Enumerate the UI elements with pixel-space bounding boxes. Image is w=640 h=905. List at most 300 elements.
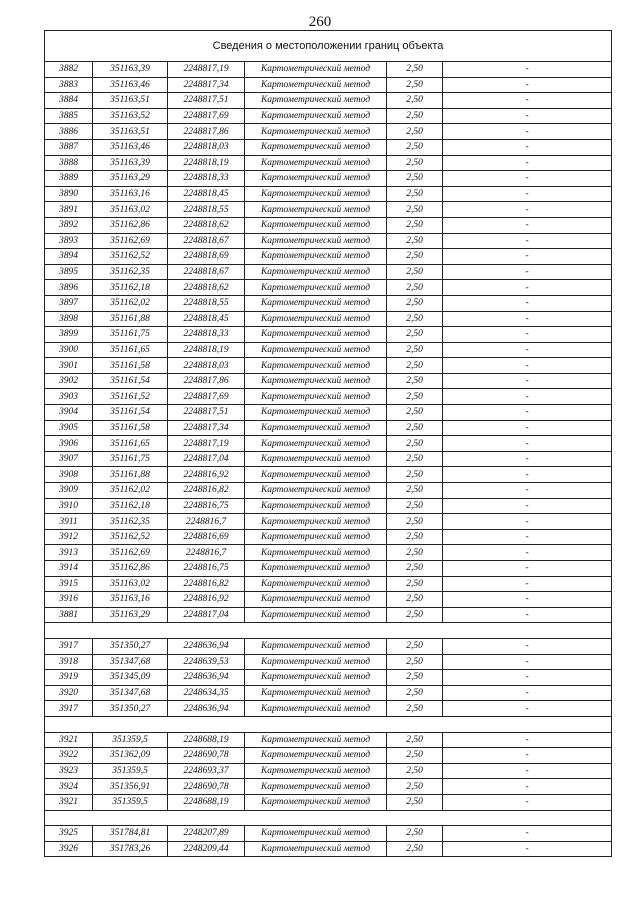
accuracy-cell: 2,50 xyxy=(387,139,443,155)
table-row xyxy=(45,62,612,78)
accuracy-cell: 2,50 xyxy=(387,576,443,592)
y-coordinate-cell: 2248816,92 xyxy=(168,467,245,483)
y-coordinate-cell: 2248818,67 xyxy=(168,233,245,249)
table-row xyxy=(45,732,612,748)
description-cell: - xyxy=(443,124,612,140)
table-row xyxy=(45,498,612,514)
point-number-cell: 3885 xyxy=(45,108,93,124)
x-coordinate-cell: 351161,58 xyxy=(93,358,168,374)
x-coordinate-cell: 351347,68 xyxy=(93,654,168,670)
y-coordinate-cell: 2248818,45 xyxy=(168,311,245,327)
x-coordinate-cell: 351350,27 xyxy=(93,638,168,654)
description-cell: - xyxy=(443,763,612,779)
y-coordinate-cell: 2248636,94 xyxy=(168,670,245,686)
point-number-cell: 3905 xyxy=(45,420,93,436)
point-number-cell: 3923 xyxy=(45,763,93,779)
accuracy-cell: 2,50 xyxy=(387,436,443,452)
accuracy-cell: 2,50 xyxy=(387,841,443,857)
method-cell: Картометрический метод xyxy=(245,420,387,436)
description-cell: - xyxy=(443,545,612,561)
point-number-cell: 3883 xyxy=(45,77,93,93)
method-cell: Картометрический метод xyxy=(245,139,387,155)
method-cell: Картометрический метод xyxy=(245,451,387,467)
x-coordinate-cell: 351163,02 xyxy=(93,576,168,592)
description-cell: - xyxy=(443,670,612,686)
method-cell: Картометрический метод xyxy=(245,467,387,483)
y-coordinate-cell: 2248817,34 xyxy=(168,420,245,436)
x-coordinate-cell: 351162,18 xyxy=(93,498,168,514)
accuracy-cell: 2,50 xyxy=(387,124,443,140)
description-cell: - xyxy=(443,327,612,343)
point-number-cell: 3920 xyxy=(45,685,93,701)
x-coordinate-cell: 351163,39 xyxy=(93,155,168,171)
y-coordinate-cell: 2248818,55 xyxy=(168,295,245,311)
y-coordinate-cell: 2248636,94 xyxy=(168,701,245,717)
accuracy-cell: 2,50 xyxy=(387,405,443,421)
y-coordinate-cell: 2248636,94 xyxy=(168,638,245,654)
point-number-cell: 3886 xyxy=(45,124,93,140)
description-cell: - xyxy=(443,186,612,202)
table-row xyxy=(45,483,612,499)
point-number-cell: 3895 xyxy=(45,264,93,280)
x-coordinate-cell: 351162,52 xyxy=(93,529,168,545)
point-number-cell: 3887 xyxy=(45,139,93,155)
y-coordinate-cell: 2248816,75 xyxy=(168,498,245,514)
description-cell: - xyxy=(443,311,612,327)
method-cell: Картометрический метод xyxy=(245,670,387,686)
x-coordinate-cell: 351161,75 xyxy=(93,451,168,467)
accuracy-cell: 2,50 xyxy=(387,483,443,499)
accuracy-cell: 2,50 xyxy=(387,514,443,530)
accuracy-cell: 2,50 xyxy=(387,389,443,405)
point-number-cell: 3903 xyxy=(45,389,93,405)
x-coordinate-cell: 351163,29 xyxy=(93,171,168,187)
point-number-cell: 3926 xyxy=(45,841,93,857)
y-coordinate-cell: 2248817,34 xyxy=(168,77,245,93)
point-number-cell: 3917 xyxy=(45,638,93,654)
separator-cell xyxy=(45,716,612,732)
method-cell: Картометрический метод xyxy=(245,779,387,795)
description-cell: - xyxy=(443,467,612,483)
description-cell: - xyxy=(443,576,612,592)
accuracy-cell: 2,50 xyxy=(387,498,443,514)
table-row xyxy=(45,217,612,233)
accuracy-cell: 2,50 xyxy=(387,295,443,311)
point-number-cell: 3902 xyxy=(45,373,93,389)
point-number-cell: 3899 xyxy=(45,327,93,343)
x-coordinate-cell: 351163,16 xyxy=(93,186,168,202)
table-row xyxy=(45,202,612,218)
point-number-cell: 3896 xyxy=(45,280,93,296)
table-row xyxy=(45,701,612,717)
accuracy-cell: 2,50 xyxy=(387,77,443,93)
description-cell: - xyxy=(443,779,612,795)
point-number-cell: 3900 xyxy=(45,342,93,358)
method-cell: Картометрический метод xyxy=(245,592,387,608)
method-cell: Картометрический метод xyxy=(245,327,387,343)
x-coordinate-cell: 351162,02 xyxy=(93,483,168,499)
y-coordinate-cell: 2248816,69 xyxy=(168,529,245,545)
method-cell: Картометрический метод xyxy=(245,373,387,389)
y-coordinate-cell: 2248690,78 xyxy=(168,779,245,795)
table-row xyxy=(45,77,612,93)
table-row xyxy=(45,280,612,296)
accuracy-cell: 2,50 xyxy=(387,670,443,686)
method-cell: Картометрический метод xyxy=(245,826,387,842)
accuracy-cell: 2,50 xyxy=(387,545,443,561)
accuracy-cell: 2,50 xyxy=(387,529,443,545)
table-row xyxy=(45,295,612,311)
accuracy-cell: 2,50 xyxy=(387,108,443,124)
description-cell: - xyxy=(443,108,612,124)
y-coordinate-cell: 2248634,35 xyxy=(168,685,245,701)
point-number-cell: 3918 xyxy=(45,654,93,670)
method-cell: Картометрический метод xyxy=(245,249,387,265)
point-number-cell: 3915 xyxy=(45,576,93,592)
y-coordinate-cell: 2248817,86 xyxy=(168,124,245,140)
method-cell: Картометрический метод xyxy=(245,483,387,499)
method-cell: Картометрический метод xyxy=(245,405,387,421)
table-row xyxy=(45,685,612,701)
x-coordinate-cell: 351161,88 xyxy=(93,311,168,327)
table-row xyxy=(45,545,612,561)
accuracy-cell: 2,50 xyxy=(387,186,443,202)
description-cell: - xyxy=(443,420,612,436)
table-row xyxy=(45,607,612,623)
method-cell: Картометрический метод xyxy=(245,763,387,779)
method-cell: Картометрический метод xyxy=(245,295,387,311)
x-coordinate-cell: 351162,02 xyxy=(93,295,168,311)
x-coordinate-cell: 351163,51 xyxy=(93,93,168,109)
x-coordinate-cell: 351162,86 xyxy=(93,561,168,577)
method-cell: Картометрический метод xyxy=(245,514,387,530)
table-row xyxy=(45,451,612,467)
accuracy-cell: 2,50 xyxy=(387,763,443,779)
method-cell: Картометрический метод xyxy=(245,217,387,233)
accuracy-cell: 2,50 xyxy=(387,280,443,296)
table-row xyxy=(45,529,612,545)
accuracy-cell: 2,50 xyxy=(387,607,443,623)
table-row xyxy=(45,233,612,249)
table-row xyxy=(45,124,612,140)
x-coordinate-cell: 351161,75 xyxy=(93,327,168,343)
y-coordinate-cell: 2248817,86 xyxy=(168,373,245,389)
y-coordinate-cell: 2248816,82 xyxy=(168,483,245,499)
x-coordinate-cell: 351783,26 xyxy=(93,841,168,857)
description-cell: - xyxy=(443,841,612,857)
y-coordinate-cell: 2248817,19 xyxy=(168,62,245,78)
table-row xyxy=(45,358,612,374)
table-row xyxy=(45,171,612,187)
table-row xyxy=(45,373,612,389)
y-coordinate-cell: 2248817,69 xyxy=(168,389,245,405)
accuracy-cell: 2,50 xyxy=(387,327,443,343)
table-row xyxy=(45,841,612,857)
description-cell: - xyxy=(443,295,612,311)
method-cell: Картометрический метод xyxy=(245,389,387,405)
description-cell: - xyxy=(443,451,612,467)
point-number-cell: 3911 xyxy=(45,514,93,530)
x-coordinate-cell: 351163,46 xyxy=(93,139,168,155)
x-coordinate-cell: 351347,68 xyxy=(93,685,168,701)
description-cell: - xyxy=(443,638,612,654)
accuracy-cell: 2,50 xyxy=(387,420,443,436)
point-number-cell: 3906 xyxy=(45,436,93,452)
method-cell: Картометрический метод xyxy=(245,638,387,654)
table-row xyxy=(45,155,612,171)
x-coordinate-cell: 351163,29 xyxy=(93,607,168,623)
table-row xyxy=(45,748,612,764)
method-cell: Картометрический метод xyxy=(245,561,387,577)
point-number-cell: 3907 xyxy=(45,451,93,467)
x-coordinate-cell: 351356,91 xyxy=(93,779,168,795)
table-row xyxy=(45,389,612,405)
accuracy-cell: 2,50 xyxy=(387,732,443,748)
description-cell: - xyxy=(443,436,612,452)
table-row xyxy=(45,311,612,327)
point-number-cell: 3894 xyxy=(45,249,93,265)
page-number: 260 xyxy=(308,14,332,30)
table-row xyxy=(45,93,612,109)
accuracy-cell: 2,50 xyxy=(387,217,443,233)
method-cell: Картометрический метод xyxy=(245,607,387,623)
x-coordinate-cell: 351359,5 xyxy=(93,794,168,810)
method-cell: Картометрический метод xyxy=(245,748,387,764)
table-row xyxy=(45,514,612,530)
table-row xyxy=(45,139,612,155)
method-cell: Картометрический метод xyxy=(245,62,387,78)
point-number-cell: 3882 xyxy=(45,62,93,78)
method-cell: Картометрический метод xyxy=(245,358,387,374)
x-coordinate-cell: 351162,18 xyxy=(93,280,168,296)
x-coordinate-cell: 351163,46 xyxy=(93,77,168,93)
point-number-cell: 3888 xyxy=(45,155,93,171)
method-cell: Картометрический метод xyxy=(245,685,387,701)
accuracy-cell: 2,50 xyxy=(387,654,443,670)
point-number-cell: 3884 xyxy=(45,93,93,109)
method-cell: Картометрический метод xyxy=(245,233,387,249)
x-coordinate-cell: 351162,69 xyxy=(93,545,168,561)
accuracy-cell: 2,50 xyxy=(387,685,443,701)
boundary-table xyxy=(44,30,612,857)
y-coordinate-cell: 2248817,04 xyxy=(168,451,245,467)
group-separator-row xyxy=(45,623,612,639)
method-cell: Картометрический метод xyxy=(245,342,387,358)
description-cell: - xyxy=(443,529,612,545)
method-cell: Картометрический метод xyxy=(245,841,387,857)
separator-cell xyxy=(45,810,612,826)
point-number-cell: 3893 xyxy=(45,233,93,249)
description-cell: - xyxy=(443,93,612,109)
y-coordinate-cell: 2248816,92 xyxy=(168,592,245,608)
accuracy-cell: 2,50 xyxy=(387,358,443,374)
method-cell: Картометрический метод xyxy=(245,436,387,452)
method-cell: Картометрический метод xyxy=(245,186,387,202)
description-cell: - xyxy=(443,62,612,78)
table-row xyxy=(45,467,612,483)
y-coordinate-cell: 2248818,03 xyxy=(168,139,245,155)
accuracy-cell: 2,50 xyxy=(387,249,443,265)
accuracy-cell: 2,50 xyxy=(387,155,443,171)
accuracy-cell: 2,50 xyxy=(387,779,443,795)
description-cell: - xyxy=(443,373,612,389)
point-number-cell: 3917 xyxy=(45,701,93,717)
method-cell: Картометрический метод xyxy=(245,264,387,280)
method-cell: Картометрический метод xyxy=(245,171,387,187)
accuracy-cell: 2,50 xyxy=(387,233,443,249)
y-coordinate-cell: 2248207,89 xyxy=(168,826,245,842)
x-coordinate-cell: 351163,52 xyxy=(93,108,168,124)
point-number-cell: 3912 xyxy=(45,529,93,545)
y-coordinate-cell: 2248817,51 xyxy=(168,405,245,421)
method-cell: Картометрический метод xyxy=(245,794,387,810)
group-separator-row xyxy=(45,810,612,826)
point-number-cell: 3909 xyxy=(45,483,93,499)
point-number-cell: 3898 xyxy=(45,311,93,327)
y-coordinate-cell: 2248818,45 xyxy=(168,186,245,202)
table-row xyxy=(45,342,612,358)
description-cell: - xyxy=(443,732,612,748)
y-coordinate-cell: 2248816,7 xyxy=(168,514,245,530)
accuracy-cell: 2,50 xyxy=(387,592,443,608)
table-row xyxy=(45,108,612,124)
y-coordinate-cell: 2248817,19 xyxy=(168,436,245,452)
accuracy-cell: 2,50 xyxy=(387,467,443,483)
table-row xyxy=(45,670,612,686)
y-coordinate-cell: 2248817,69 xyxy=(168,108,245,124)
x-coordinate-cell: 351161,88 xyxy=(93,467,168,483)
table-row xyxy=(45,561,612,577)
point-number-cell: 3922 xyxy=(45,748,93,764)
method-cell: Картометрический метод xyxy=(245,545,387,561)
method-cell: Картометрический метод xyxy=(245,108,387,124)
x-coordinate-cell: 351162,35 xyxy=(93,264,168,280)
description-cell: - xyxy=(443,483,612,499)
point-number-cell: 3890 xyxy=(45,186,93,202)
accuracy-cell: 2,50 xyxy=(387,748,443,764)
accuracy-cell: 2,50 xyxy=(387,826,443,842)
x-coordinate-cell: 351161,65 xyxy=(93,342,168,358)
y-coordinate-cell: 2248688,19 xyxy=(168,794,245,810)
y-coordinate-cell: 2248639,53 xyxy=(168,654,245,670)
description-cell: - xyxy=(443,685,612,701)
description-cell: - xyxy=(443,592,612,608)
point-number-cell: 3921 xyxy=(45,732,93,748)
description-cell: - xyxy=(443,280,612,296)
point-number-cell: 3892 xyxy=(45,217,93,233)
x-coordinate-cell: 351345,09 xyxy=(93,670,168,686)
x-coordinate-cell: 351362,09 xyxy=(93,748,168,764)
accuracy-cell: 2,50 xyxy=(387,794,443,810)
point-number-cell: 3881 xyxy=(45,607,93,623)
description-cell: - xyxy=(443,358,612,374)
group-separator-row xyxy=(45,716,612,732)
accuracy-cell: 2,50 xyxy=(387,171,443,187)
point-number-cell: 3921 xyxy=(45,794,93,810)
description-cell: - xyxy=(443,498,612,514)
table-row xyxy=(45,405,612,421)
method-cell: Картометрический метод xyxy=(245,124,387,140)
table-row xyxy=(45,592,612,608)
y-coordinate-cell: 2248818,03 xyxy=(168,358,245,374)
table-row xyxy=(45,327,612,343)
accuracy-cell: 2,50 xyxy=(387,264,443,280)
x-coordinate-cell: 351163,02 xyxy=(93,202,168,218)
point-number-cell: 3891 xyxy=(45,202,93,218)
point-number-cell: 3925 xyxy=(45,826,93,842)
y-coordinate-cell: 2248818,33 xyxy=(168,171,245,187)
table-row xyxy=(45,420,612,436)
x-coordinate-cell: 351163,16 xyxy=(93,592,168,608)
y-coordinate-cell: 2248818,33 xyxy=(168,327,245,343)
y-coordinate-cell: 2248818,55 xyxy=(168,202,245,218)
method-cell: Картометрический метод xyxy=(245,311,387,327)
table-row xyxy=(45,436,612,452)
x-coordinate-cell: 351163,51 xyxy=(93,124,168,140)
description-cell: - xyxy=(443,155,612,171)
y-coordinate-cell: 2248693,37 xyxy=(168,763,245,779)
x-coordinate-cell: 351161,54 xyxy=(93,405,168,421)
point-number-cell: 3904 xyxy=(45,405,93,421)
description-cell: - xyxy=(443,217,612,233)
x-coordinate-cell: 351161,58 xyxy=(93,420,168,436)
description-cell: - xyxy=(443,405,612,421)
accuracy-cell: 2,50 xyxy=(387,202,443,218)
description-cell: - xyxy=(443,826,612,842)
x-coordinate-cell: 351162,69 xyxy=(93,233,168,249)
accuracy-cell: 2,50 xyxy=(387,638,443,654)
method-cell: Картометрический метод xyxy=(245,576,387,592)
x-coordinate-cell: 351350,27 xyxy=(93,701,168,717)
separator-cell xyxy=(45,623,612,639)
accuracy-cell: 2,50 xyxy=(387,373,443,389)
point-number-cell: 3897 xyxy=(45,295,93,311)
description-cell: - xyxy=(443,139,612,155)
method-cell: Картометрический метод xyxy=(245,155,387,171)
point-number-cell: 3924 xyxy=(45,779,93,795)
y-coordinate-cell: 2248818,19 xyxy=(168,342,245,358)
table-row xyxy=(45,654,612,670)
description-cell: - xyxy=(443,389,612,405)
table-row xyxy=(45,638,612,654)
y-coordinate-cell: 2248690,78 xyxy=(168,748,245,764)
point-number-cell: 3908 xyxy=(45,467,93,483)
method-cell: Картометрический метод xyxy=(245,280,387,296)
description-cell: - xyxy=(443,514,612,530)
description-cell: - xyxy=(443,233,612,249)
point-number-cell: 3919 xyxy=(45,670,93,686)
point-number-cell: 3910 xyxy=(45,498,93,514)
method-cell: Картометрический метод xyxy=(245,701,387,717)
description-cell: - xyxy=(443,249,612,265)
table-title: Сведения о местоположении границ объекта xyxy=(45,31,612,62)
x-coordinate-cell: 351162,52 xyxy=(93,249,168,265)
accuracy-cell: 2,50 xyxy=(387,93,443,109)
y-coordinate-cell: 2248816,75 xyxy=(168,561,245,577)
table-row xyxy=(45,264,612,280)
x-coordinate-cell: 351162,86 xyxy=(93,217,168,233)
y-coordinate-cell: 2248817,04 xyxy=(168,607,245,623)
description-cell: - xyxy=(443,264,612,280)
point-number-cell: 3913 xyxy=(45,545,93,561)
y-coordinate-cell: 2248816,82 xyxy=(168,576,245,592)
table-row xyxy=(45,763,612,779)
description-cell: - xyxy=(443,654,612,670)
accuracy-cell: 2,50 xyxy=(387,701,443,717)
y-coordinate-cell: 2248818,19 xyxy=(168,155,245,171)
x-coordinate-cell: 351162,35 xyxy=(93,514,168,530)
y-coordinate-cell: 2248816,7 xyxy=(168,545,245,561)
